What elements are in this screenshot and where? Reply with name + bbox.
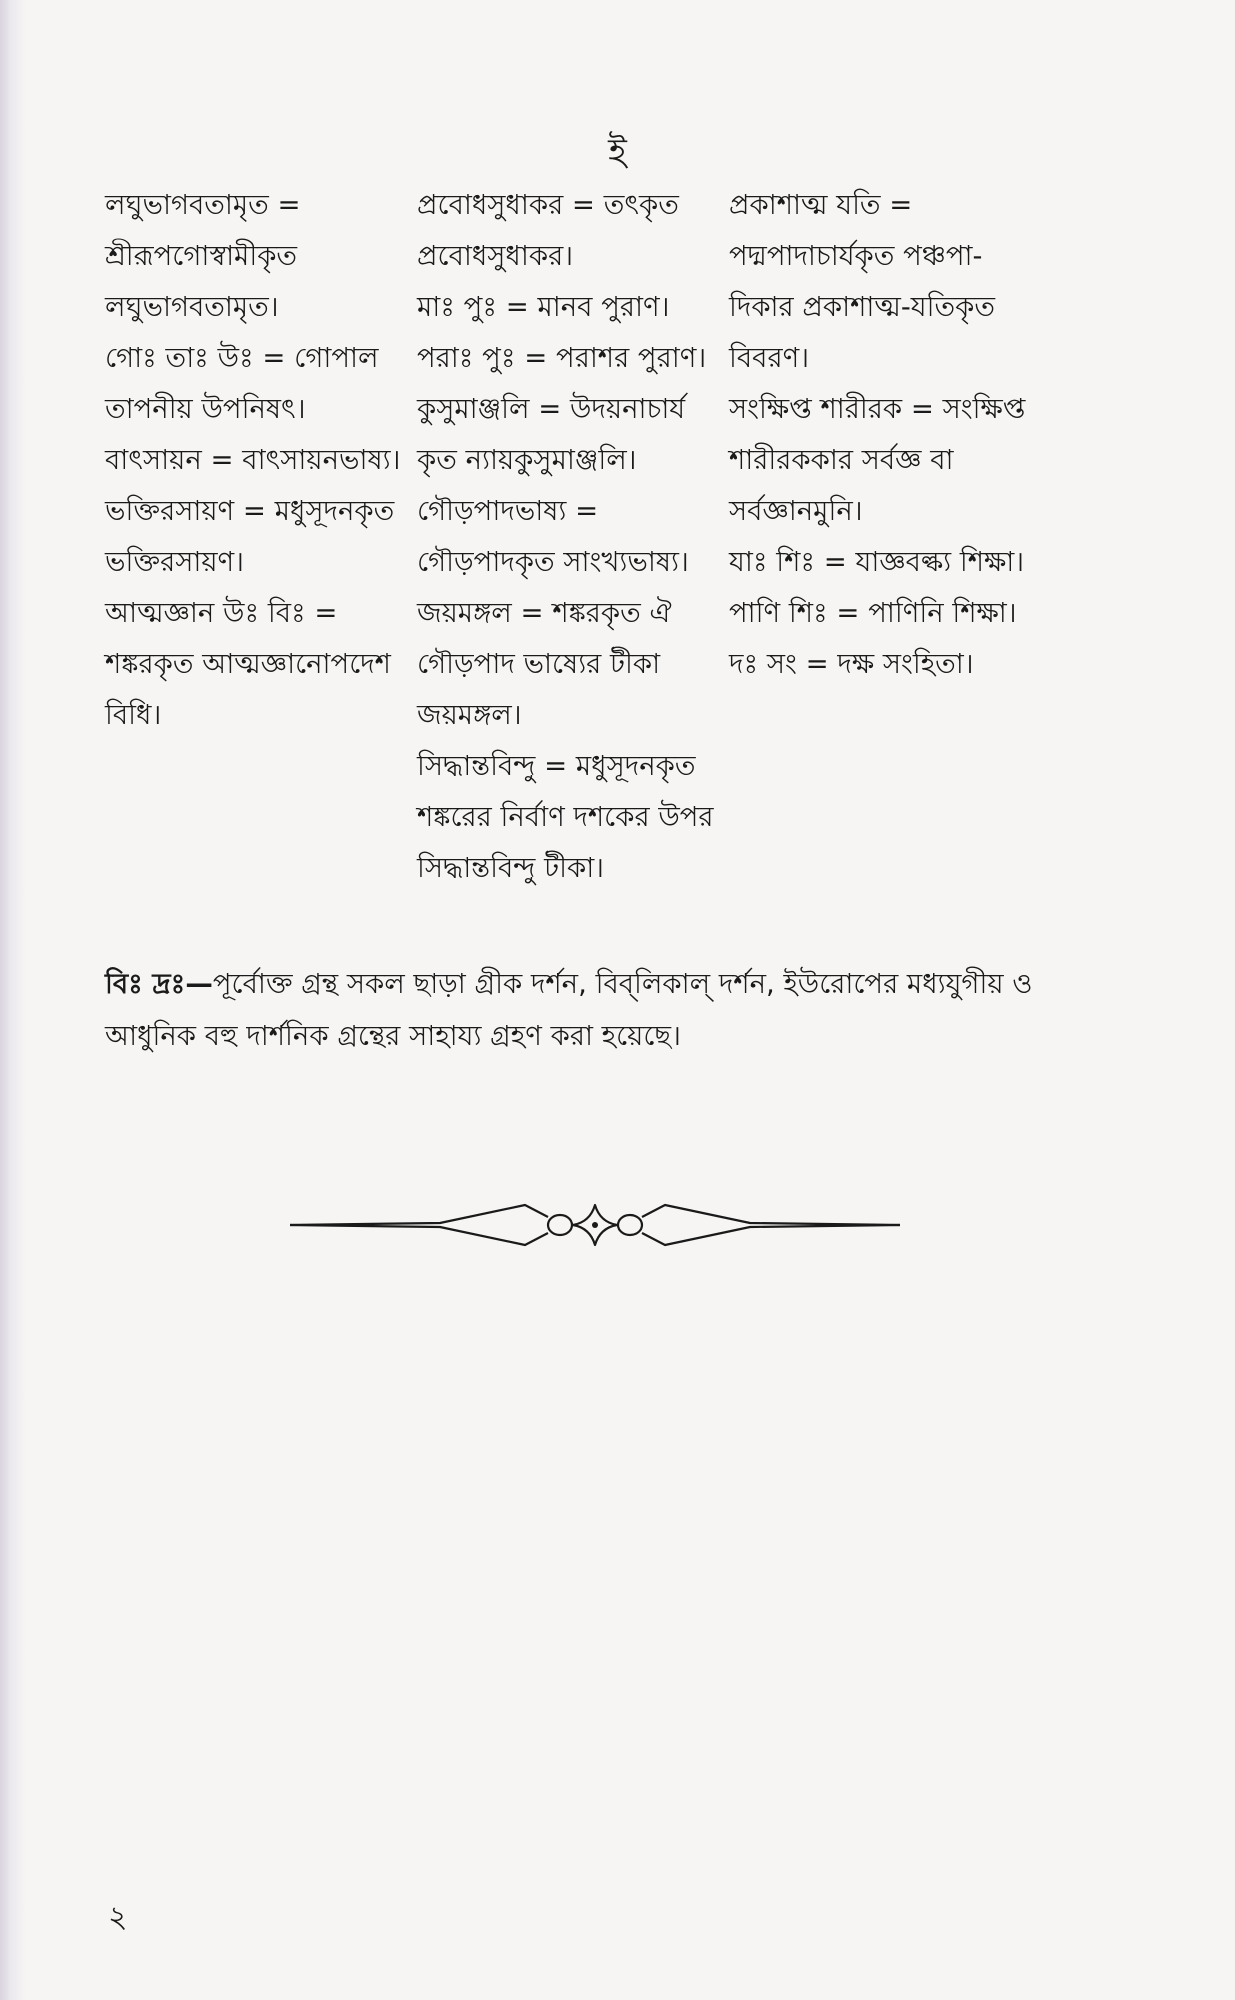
abbreviation-entry: গৌড়পাদভাষ্য = গৌড়পাদকৃত সাংখ্যভাষ্য। xyxy=(417,495,689,578)
abbreviation-entry: পাণি শিঃ = পাণিনি শিক্ষা। xyxy=(729,597,1017,629)
footnote-label: বিঃ দ্রঃ— xyxy=(105,968,213,1000)
abbreviation-entry: বাৎসায়ন = বাৎসায়নভাষ্য। xyxy=(105,444,401,476)
abbreviation-entry: লঘুভাগবতামৃত = শ্রীরূপগোস্বামীকৃত লঘুভাগবতামৃত। xyxy=(105,189,301,323)
abbreviation-entry: ভক্তিরসায়ণ = মধুসূদনকৃত ভক্তিরসায়ণ। xyxy=(105,495,395,578)
abbreviation-entry: আত্মজ্ঞান উঃ বিঃ = শঙ্করকৃত আত্মজ্ঞানোপদেশ বিধি। xyxy=(105,597,391,731)
abbreviation-entry: প্রকাশাত্ম যতি = পদ্মপাদাচার্যকৃত পঞ্চপা- দিকার প্রকাশাত্ম-যতিকৃত বিবরণ। xyxy=(729,189,996,374)
column-2 xyxy=(417,180,717,894)
footnote-text: পূর্বোক্ত গ্রন্থ সকল ছাড়া গ্রীক দর্শন, বিব্‌লিকাল্‌ দর্শন, ইউরোপের মধ্যযুগীয় ও আধুনিক বহু দার্শনিক গ্রন্থের সাহায্য গ্রহণ করা হয়েছে। xyxy=(105,968,1033,1052)
abbreviation-entry: জয়মঙ্গল = শঙ্করকৃত ঐ গৌড়পাদ ভাষ্যের টীকা জয়মঙ্গল। xyxy=(417,597,672,731)
abbreviation-entry: সংক্ষিপ্ত শারীরক = সংক্ষিপ্ত শারীরককার সর্বজ্ঞ বা সর্বজ্ঞানমুনি। xyxy=(729,393,1026,527)
abbreviation-entry: দঃ সং = দক্ষ সংহিতা। xyxy=(729,648,974,680)
page-header: ই xyxy=(608,132,627,173)
column-1 xyxy=(105,180,405,894)
abbreviation-entry: প্রবোধসুধাকর = তৎকৃত প্রবোধসুধাকর। xyxy=(417,189,679,272)
abbreviation-entry: গোঃ তাঃ উঃ = গোপাল তাপনীয় উপনিষৎ। xyxy=(105,342,379,425)
page-number: ২ xyxy=(108,1900,128,1935)
abbreviation-entry: সিদ্ধান্তবিন্দু = মধুসূদনকৃত শঙ্করের নির্বাণ দশকের উপর সিদ্ধান্তবিন্দু টীকা। xyxy=(417,750,714,884)
abbreviation-entry: যাঃ শিঃ = যাজ্ঞবল্ক্য শিক্ষা। xyxy=(729,546,1025,578)
column-3 xyxy=(729,180,1029,894)
abbreviation-entry: কুসুমাঞ্জলি = উদয়নাচার্য কৃত ন্যায়কুসুমাঞ্জলি। xyxy=(417,393,686,476)
page-spine-shadow xyxy=(0,0,26,2000)
abbreviation-entry: পরাঃ পুঃ = পরাশর পুরাণ। xyxy=(417,342,707,374)
abbreviation-columns xyxy=(105,180,1125,894)
abbreviation-entry: মাঃ পুঃ = মানব পুরাণ। xyxy=(417,291,670,323)
footnote xyxy=(105,958,1065,1062)
divider-ornament-icon xyxy=(290,1195,900,1255)
